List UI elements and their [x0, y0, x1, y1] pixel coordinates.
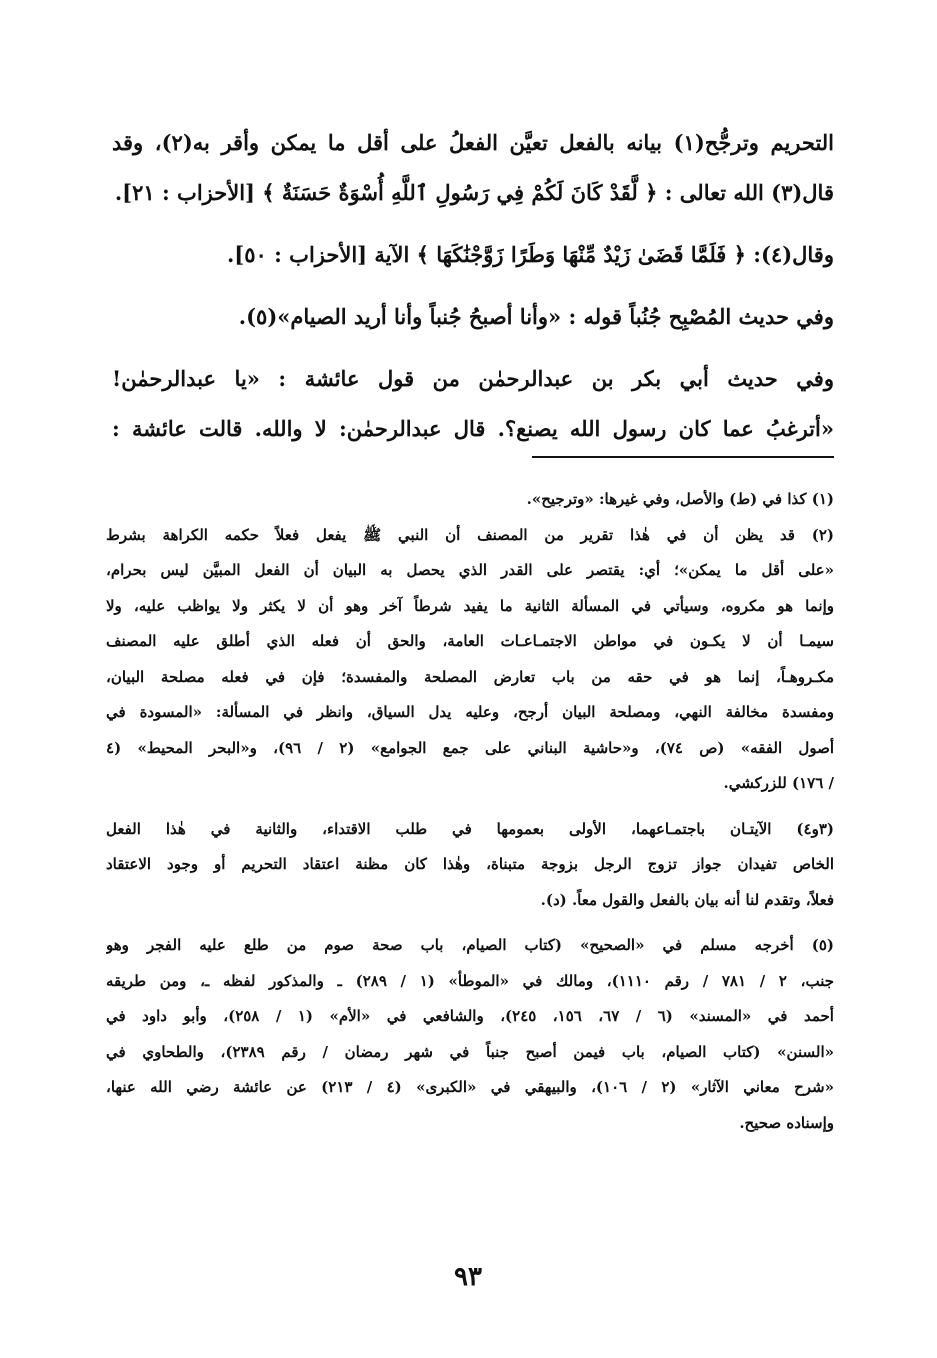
footnote-5 [106, 928, 834, 1141]
footnote-line: (٢) قد يظن أن في هٰذا تقرير من المصنف أن النبي ﷺ يفعل فعلاً حكمه الكراهة بشرط [106, 525, 834, 544]
main-text-line: وفي حديث أبي بكر بن عبدالرحمٰن من قول عائشة : «يا عبدالرحمٰن! [112, 366, 834, 391]
footnote-2 [106, 518, 834, 802]
footnote-line: «شرح معاني الآثار» (٢ / ١٠٦)، والبيهقي في «الكبرى» (٤ / ٢١٣) عن عائشة رضي الله عنها، [106, 1078, 834, 1096]
main-text-line: قال(٣) الله تعالى : ﴿ لَّقَدْ كَانَ لَكُمْ فِي رَسُولِ ٱللَّهِ أُسْوَةٌ حَسَنَةٌ ﴾ [الأحزاب : ٢١]. [114, 180, 834, 205]
footnotes [106, 482, 834, 1141]
footnote-line: أصول الفقه» (ص ٧٤)، و«حاشية البناني على جمع الجوامع» (٢ / ٩٦)، و«البحر المحيط» (٤ [106, 738, 834, 757]
main-text-line: «أترغبُ عما كان رسول الله يصنع؟. قال عبدالرحمٰن: لا والله. قالت عائشة : [112, 416, 834, 441]
main-text [112, 118, 834, 454]
footnote-line: «على أقل ما يمكن»؛ أي: يقتصر على القدر الذي يحصل به البيان أن الفعل المبيَّن ليس بحرام، [106, 561, 834, 579]
footnote-line: (٣و٤) الآيتـان باجتمـاعهما، الأولى بعمومها في طلب الاقتداء، والثانية في هٰذا الفعل [106, 819, 834, 838]
page-number: ٩٣ [454, 1262, 482, 1292]
footnote-1 [106, 482, 834, 518]
footnote-line: مكـروهـاً، إنما هو في حقه من باب تعارض المصلحة والمفسدة؛ فإن في فعله مصلحة البيان، [106, 667, 834, 686]
footnote-divider [532, 456, 834, 458]
main-text-line: التحريم وترجُّح(١) بيانه بالفعل تعيَّن الفعلُ على أقل ما يمكن وأقر به(٢)، وقد [112, 130, 834, 155]
main-text-line: وقال(٤): ﴿ فَلَمَّا قَضَىٰ زَيْدٌ مِّنْهَا وَطَرًا زَوَّجْنَٰكَهَا ﴾ الآية [الأحزاب : ٥٠]. [227, 242, 834, 267]
footnote-line: جنب، ٢ / ٧٨١ / رقم ١١١٠)، ومالك في «الموطأ» (١ / ٢٨٩) ـ والمذكور لفظه ـ، ومن طريقه [106, 971, 834, 990]
footnote-line: فعلاً، وتقدم لنا أنه بيان بالفعل والقول معاً. (د). [540, 890, 834, 909]
footnote-line: ومفسدة مخالفة النهي، ومصلحة البيان أرجح، وعليه يدل السياق، وانظر في المسألة: «المسودة في [106, 703, 834, 721]
main-text-line: وفي حديث المُصْبِح جُنُباً قوله : «وأنا أصبحُ جُنباً وأنا أريد الصيام»(٥). [238, 304, 834, 329]
footnote-line: «السنن» (كتاب الصيام، باب فيمن أصبح جنباً في شهر رمضان / رقم ٢٣٨٩)، والطحاوي في [106, 1042, 834, 1061]
footnote-line: الخاص تفيدان جواز تزوج الرجل بزوجة متبناة، وهٰذا كان مظنة اعتقاد التحريم أو وجود الاعتقاد [106, 855, 834, 873]
footnote-spacer [106, 802, 834, 812]
footnote-line: (١) كذا في (ط) والأصل، وفي غيرها: «وترجيح». [526, 490, 834, 508]
footnote-line: وإنما هو مكروه، وسيأتي في المسألة الثانية ما يفيد شرطاً آخر وهو أن لا يكثر ولا يواظب عليه، ولا [106, 596, 834, 615]
footnote-line: سيمـا أن لا يكـون في مواطن الاجتمـاعـات العامة، والحق أن فعله الذي أطلق عليه المصنف [106, 632, 834, 650]
footnote-spacer [106, 918, 834, 928]
footnote-line: (٥) أخرجه مسلم في «الصحيح» (كتاب الصيام، باب صحة صوم من طلع عليه الفجر وهو [106, 936, 834, 954]
footnote-line: / ١٧٦) للزركشي. [723, 774, 834, 792]
footnote-line: وإسناده صحيح. [739, 1113, 834, 1132]
footnote-line: أحمد في «المسند» (٦ / ٦٧، ١٥٦، ٢٤٥)، والشافعي في «الأم» (١ / ٢٥٨)، وأبو داود في [106, 1007, 834, 1025]
footnote-3-4 [106, 812, 834, 919]
